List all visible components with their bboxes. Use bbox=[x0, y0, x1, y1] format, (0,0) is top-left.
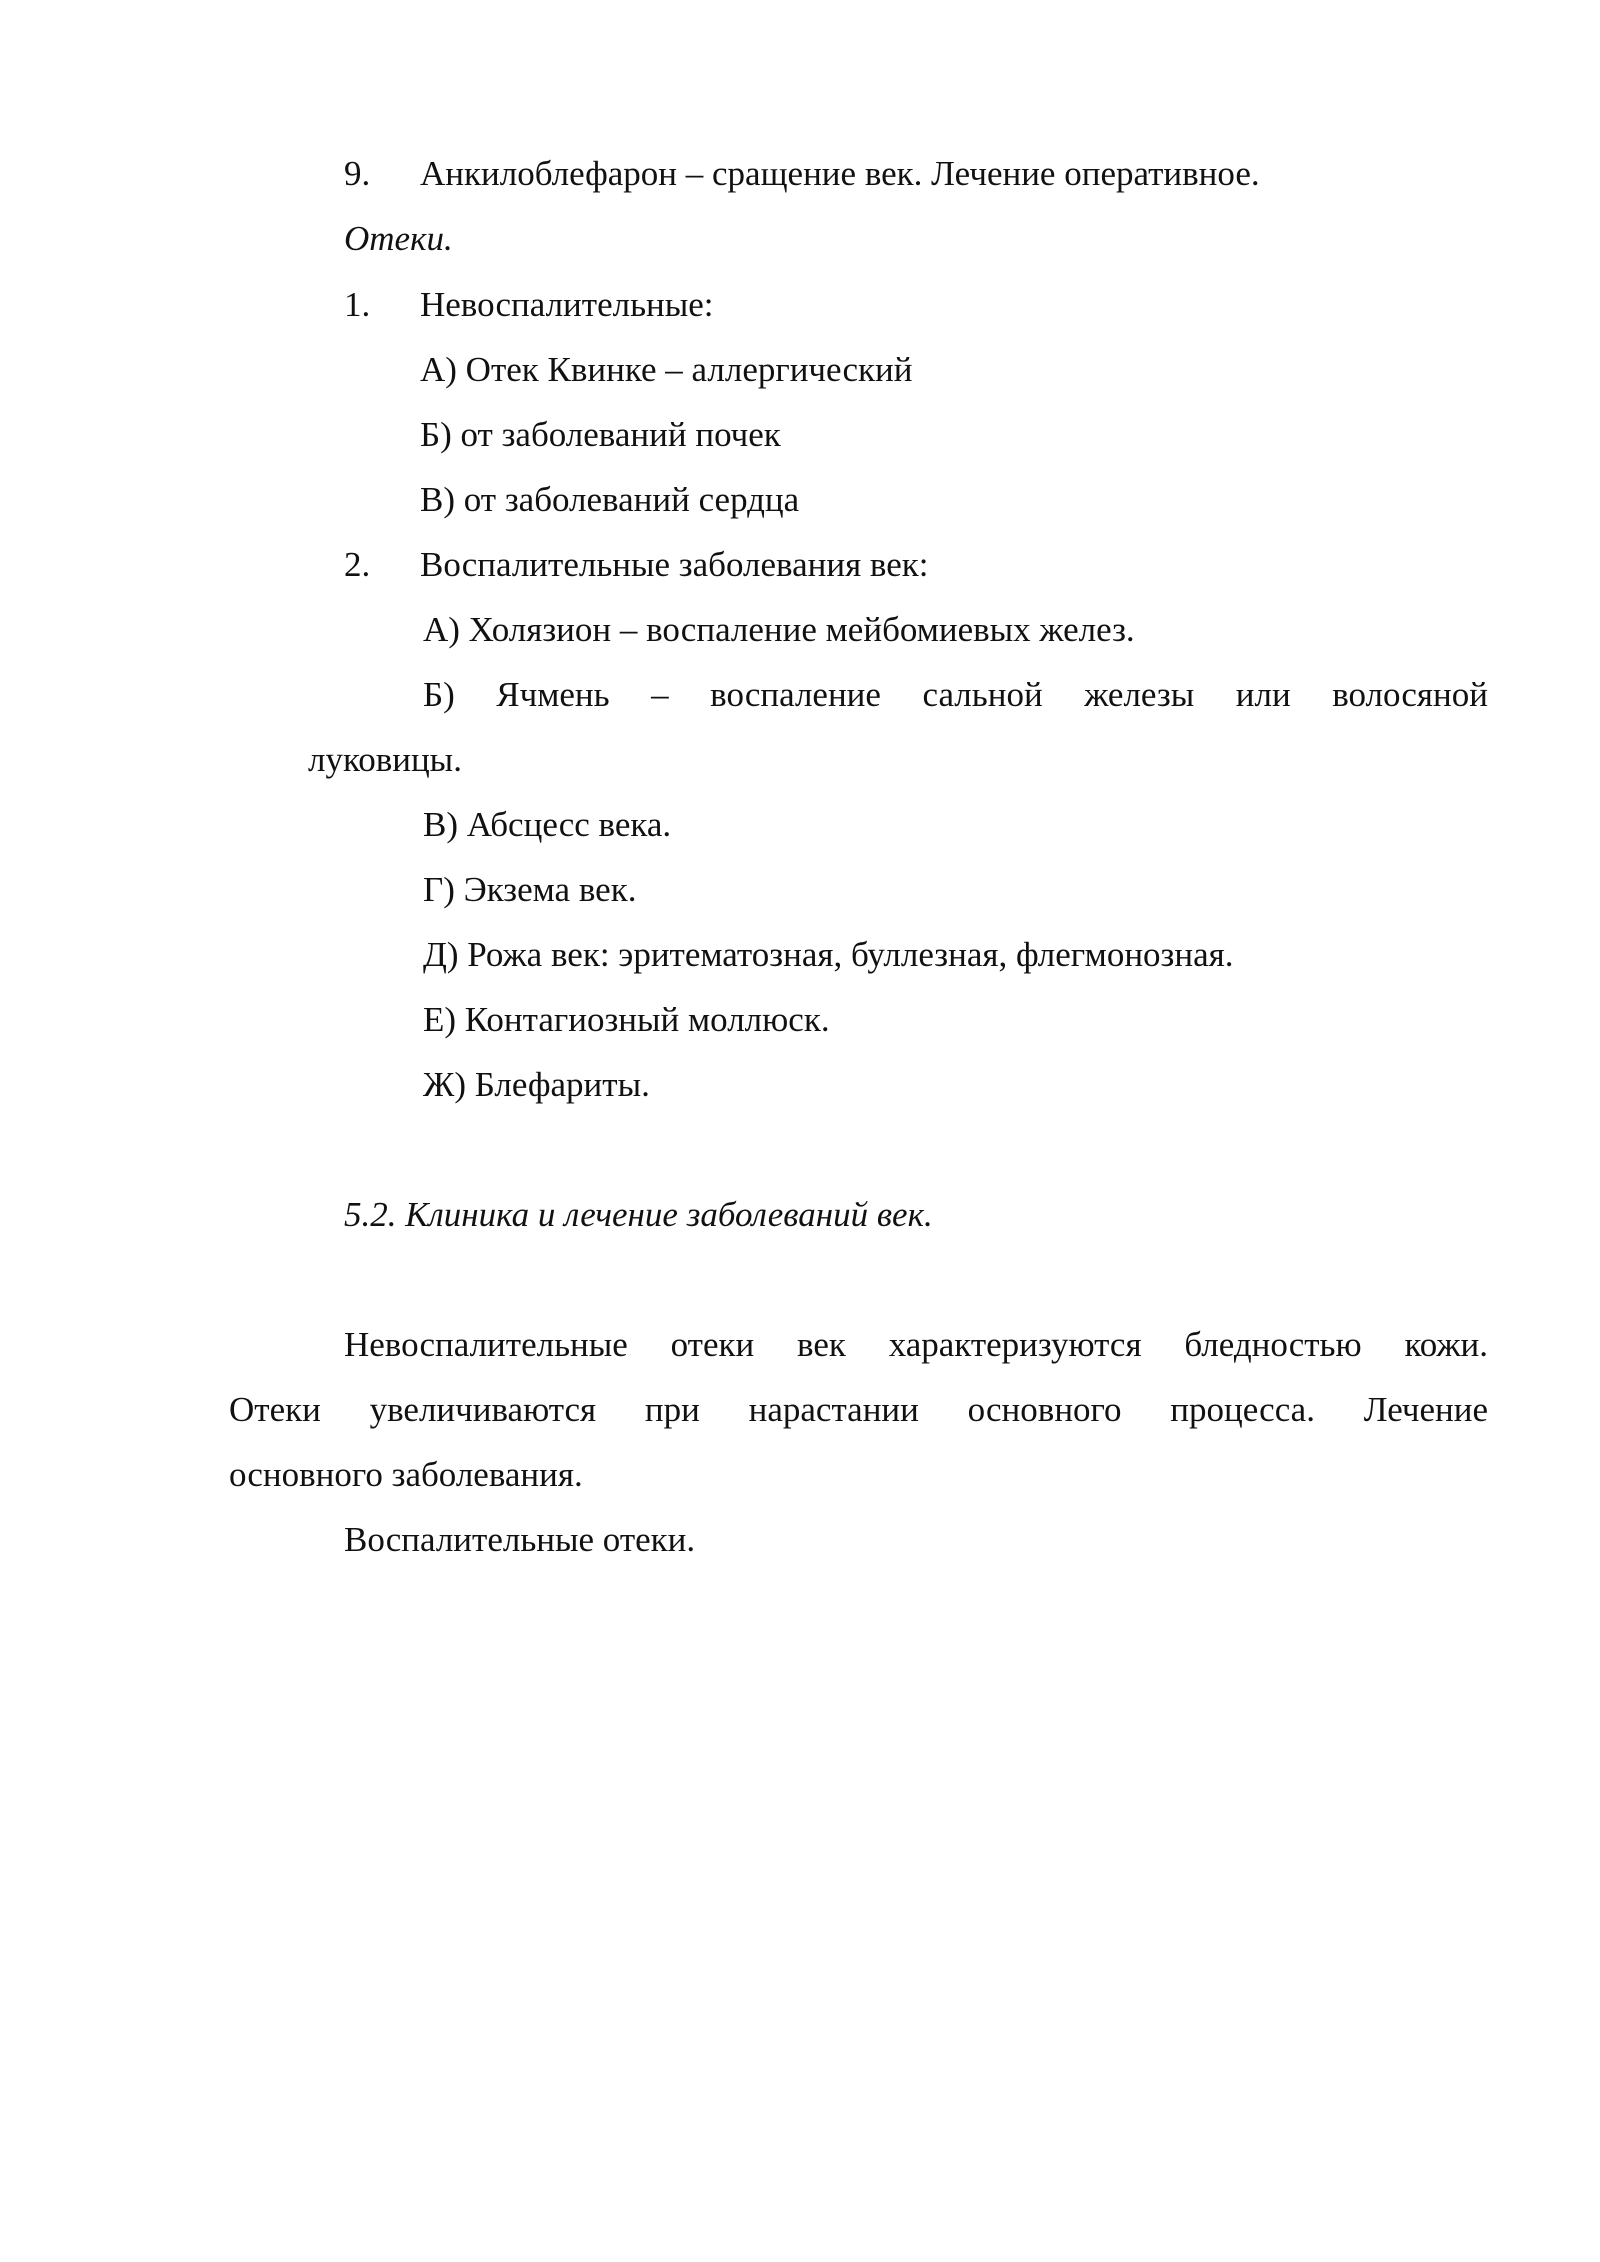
noninflammatory-item: А) Отек Квинке – аллергический bbox=[420, 350, 913, 389]
noninflammatory-item: Б) от заболеваний почек bbox=[420, 415, 781, 454]
noninflammatory-item: В) от заболеваний сердца bbox=[420, 480, 800, 519]
inflammatory-item-justified bbox=[423, 673, 1488, 717]
inflammatory-item: Е) Контагиозный моллюск. bbox=[423, 1000, 830, 1039]
list-number-2: 2. bbox=[344, 545, 371, 584]
list-number-1: 1. bbox=[344, 285, 371, 324]
inflammatory-title: Воспалительные заболевания век: bbox=[420, 545, 929, 584]
inflammatory-item-b-line2: луковицы. bbox=[308, 740, 462, 779]
paragraph-line-1: Невоспалительные отеки век характеризуются бледностью кожи. bbox=[344, 1325, 1488, 1364]
inflammatory-item-b-line1: Б) Ячмень – воспаление сальной железы или волосяной bbox=[423, 675, 1488, 714]
list-item-ankyloblepharon: Анкилоблефарон – сращение век. Лечение оперативное. bbox=[420, 154, 1260, 193]
edema-heading: Отеки. bbox=[344, 219, 453, 258]
section-heading: 5.2. Клиника и лечение заболеваний век. bbox=[344, 1195, 933, 1234]
inflammatory-item: Д) Рожа век: эритематозная, буллезная, флегмонозная. bbox=[423, 935, 1234, 974]
list-number-9: 9. bbox=[344, 154, 371, 193]
noninflammatory-title: Невоспалительные: bbox=[420, 285, 714, 324]
inflammatory-item: А) Холязион – воспаление мейбомиевых желез. bbox=[423, 610, 1135, 649]
paragraph-line-2: Отеки увеличиваются при нарастании основного процесса. Лечение bbox=[229, 1390, 1488, 1429]
inflammatory-item: Ж) Блефариты. bbox=[423, 1065, 650, 1104]
closing-line: Воспалительные отеки. bbox=[344, 1520, 696, 1559]
inflammatory-item: Г) Экзема век. bbox=[423, 870, 637, 909]
inflammatory-item: В) Абсцесс века. bbox=[423, 805, 672, 844]
paragraph-line-3: основного заболевания. bbox=[229, 1455, 583, 1494]
